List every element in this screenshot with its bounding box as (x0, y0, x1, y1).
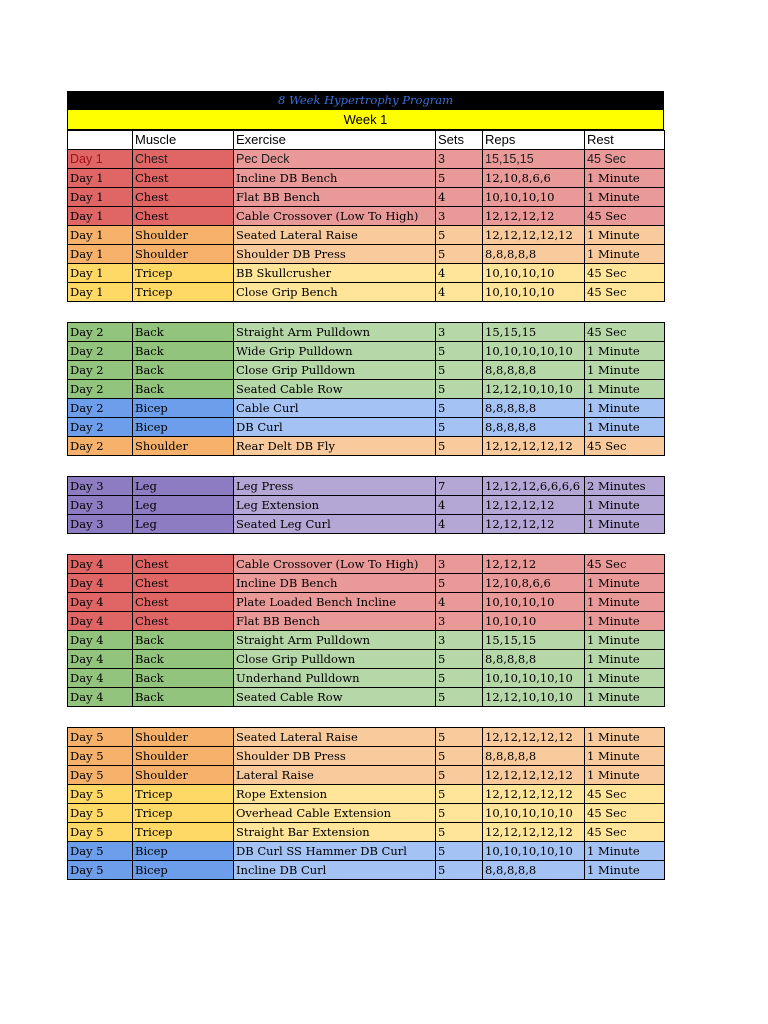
day-cell[interactable]: Day 3 (68, 515, 133, 534)
sets-cell[interactable]: 4 (436, 188, 483, 207)
table-row (68, 593, 665, 612)
muscle-cell[interactable]: Back (133, 380, 234, 399)
muscle-cell[interactable]: Back (133, 323, 234, 342)
table-row (68, 650, 665, 669)
exercise-cell[interactable]: Cable Crossover (Low To High) (234, 207, 436, 226)
rest-cell[interactable]: 1 Minute (585, 418, 665, 437)
day-cell[interactable]: Day 5 (68, 861, 133, 880)
rest-cell[interactable]: 1 Minute (585, 593, 665, 612)
exercise-cell[interactable]: Pec Deck (234, 150, 436, 169)
spacer-cell (68, 534, 665, 555)
muscle-cell[interactable]: Chest (133, 593, 234, 612)
day-cell[interactable]: Day 4 (68, 688, 133, 707)
exercise-cell[interactable]: Seated Cable Row (234, 688, 436, 707)
reps-cell[interactable]: 15,15,15 (483, 631, 585, 650)
exercise-cell[interactable]: Straight Arm Pulldown (234, 631, 436, 650)
rest-cell[interactable]: 1 Minute (585, 766, 665, 785)
exercise-cell[interactable]: Plate Loaded Bench Incline (234, 593, 436, 612)
sets-cell[interactable]: 5 (436, 650, 483, 669)
reps-cell[interactable]: 12,12,12,12,12 (483, 766, 585, 785)
sets-cell[interactable]: 3 (436, 323, 483, 342)
exercise-cell[interactable]: Cable Crossover (Low To High) (234, 555, 436, 574)
day-cell[interactable]: Day 1 (68, 188, 133, 207)
exercise-cell[interactable]: Close Grip Pulldown (234, 650, 436, 669)
muscle-cell[interactable]: Shoulder (133, 437, 234, 456)
reps-cell[interactable]: 12,12,12,12,12 (483, 823, 585, 842)
program-title: 8 Week Hypertrophy Program (67, 91, 664, 110)
muscle-cell[interactable]: Back (133, 631, 234, 650)
table-row (68, 842, 665, 861)
exercise-cell[interactable]: Straight Bar Extension (234, 823, 436, 842)
rest-cell[interactable]: 45 Sec (585, 264, 665, 283)
rest-cell[interactable]: 45 Sec (585, 823, 665, 842)
rest-cell[interactable]: 1 Minute (585, 728, 665, 747)
reps-cell[interactable]: 10,10,10,10 (483, 283, 585, 302)
exercise-cell[interactable]: Shoulder DB Press (234, 747, 436, 766)
day-cell[interactable]: Day 1 (68, 283, 133, 302)
day-cell[interactable]: Day 3 (68, 496, 133, 515)
rest-cell[interactable]: 45 Sec (585, 804, 665, 823)
reps-cell[interactable]: 12,10,8,6,6 (483, 169, 585, 188)
reps-cell[interactable]: 12,12,10,10,10 (483, 380, 585, 399)
rest-cell[interactable]: 1 Minute (585, 669, 665, 688)
table-row (68, 361, 665, 380)
rest-cell[interactable]: 45 Sec (585, 283, 665, 302)
exercise-cell[interactable]: Rear Delt DB Fly (234, 437, 436, 456)
reps-cell[interactable]: 8,8,8,8,8 (483, 747, 585, 766)
day-cell[interactable]: Day 3 (68, 477, 133, 496)
sets-cell[interactable]: 3 (436, 631, 483, 650)
day-cell[interactable]: Day 5 (68, 842, 133, 861)
exercise-cell[interactable]: Close Grip Pulldown (234, 361, 436, 380)
group-spacer (68, 456, 665, 477)
exercise-cell[interactable]: Lateral Raise (234, 766, 436, 785)
table-row (68, 612, 665, 631)
sets-cell[interactable]: 5 (436, 574, 483, 593)
spacer-cell (68, 302, 665, 323)
sets-cell[interactable]: 3 (436, 612, 483, 631)
table-row (68, 150, 665, 169)
muscle-cell[interactable]: Tricep (133, 283, 234, 302)
exercise-cell[interactable]: Flat BB Bench (234, 612, 436, 631)
sets-cell[interactable]: 5 (436, 688, 483, 707)
muscle-cell[interactable]: Chest (133, 555, 234, 574)
exercise-cell[interactable]: Rope Extension (234, 785, 436, 804)
muscle-cell[interactable]: Back (133, 669, 234, 688)
muscle-cell[interactable]: Tricep (133, 823, 234, 842)
day-cell[interactable]: Day 5 (68, 728, 133, 747)
exercise-cell[interactable]: Close Grip Bench (234, 283, 436, 302)
table-row (68, 245, 665, 264)
muscle-cell[interactable]: Shoulder (133, 226, 234, 245)
exercise-cell[interactable]: Underhand Pulldown (234, 669, 436, 688)
muscle-cell[interactable]: Chest (133, 574, 234, 593)
sets-cell[interactable]: 5 (436, 437, 483, 456)
spreadsheet (67, 91, 664, 880)
muscle-cell[interactable]: Tricep (133, 804, 234, 823)
sets-cell[interactable]: 5 (436, 669, 483, 688)
day-cell[interactable]: Day 2 (68, 418, 133, 437)
table-row (68, 823, 665, 842)
muscle-cell[interactable]: Chest (133, 150, 234, 169)
exercise-cell[interactable]: Seated Leg Curl (234, 515, 436, 534)
reps-cell[interactable]: 12,12,12,12,12 (483, 226, 585, 245)
header-row (68, 131, 665, 150)
sets-cell[interactable]: 5 (436, 842, 483, 861)
table-row (68, 766, 665, 785)
sets-cell[interactable]: 5 (436, 785, 483, 804)
reps-cell[interactable]: 12,12,12,12,12 (483, 437, 585, 456)
rest-cell[interactable]: 1 Minute (585, 631, 665, 650)
workout-table (67, 130, 665, 880)
table-row (68, 477, 665, 496)
reps-cell[interactable]: 8,8,8,8,8 (483, 245, 585, 264)
sets-cell[interactable]: 5 (436, 226, 483, 245)
day-cell[interactable]: Day 1 (68, 207, 133, 226)
exercise-cell[interactable]: Shoulder DB Press (234, 245, 436, 264)
table-row (68, 785, 665, 804)
rest-cell[interactable]: 45 Sec (585, 555, 665, 574)
rest-cell[interactable]: 45 Sec (585, 323, 665, 342)
sets-cell[interactable]: 5 (436, 418, 483, 437)
exercise-cell[interactable]: BB Skullcrusher (234, 264, 436, 283)
day-cell[interactable]: Day 4 (68, 612, 133, 631)
rest-cell[interactable]: 1 Minute (585, 226, 665, 245)
rest-cell[interactable]: 45 Sec (585, 150, 665, 169)
table-row (68, 207, 665, 226)
rest-cell[interactable]: 1 Minute (585, 650, 665, 669)
table-row (68, 283, 665, 302)
rest-cell[interactable]: 1 Minute (585, 188, 665, 207)
reps-cell[interactable]: 12,12,12,12 (483, 496, 585, 515)
day-cell[interactable]: Day 4 (68, 669, 133, 688)
table-row (68, 188, 665, 207)
sets-cell[interactable]: 5 (436, 342, 483, 361)
header-rest[interactable]: Rest (585, 131, 665, 150)
sets-cell[interactable]: 5 (436, 245, 483, 264)
sets-cell[interactable]: 5 (436, 380, 483, 399)
rest-cell[interactable]: 2 Minutes (585, 477, 665, 496)
day-cell[interactable]: Day 2 (68, 437, 133, 456)
table-row (68, 496, 665, 515)
rest-cell[interactable]: 1 Minute (585, 169, 665, 188)
reps-cell[interactable]: 8,8,8,8,8 (483, 418, 585, 437)
sets-cell[interactable]: 3 (436, 150, 483, 169)
exercise-cell[interactable]: Overhead Cable Extension (234, 804, 436, 823)
exercise-cell[interactable]: Wide Grip Pulldown (234, 342, 436, 361)
table-row (68, 728, 665, 747)
muscle-cell[interactable]: Leg (133, 496, 234, 515)
day-cell[interactable]: Day 5 (68, 804, 133, 823)
rest-cell[interactable]: 1 Minute (585, 861, 665, 880)
day-cell[interactable]: Day 2 (68, 342, 133, 361)
rest-cell[interactable]: 1 Minute (585, 688, 665, 707)
sets-cell[interactable]: 5 (436, 169, 483, 188)
day-cell[interactable]: Day 4 (68, 593, 133, 612)
sets-cell[interactable]: 5 (436, 399, 483, 418)
muscle-cell[interactable]: Leg (133, 515, 234, 534)
spacer-cell (68, 707, 665, 728)
rest-cell[interactable]: 45 Sec (585, 437, 665, 456)
rest-cell[interactable]: 45 Sec (585, 785, 665, 804)
day-cell[interactable]: Day 4 (68, 650, 133, 669)
reps-cell[interactable]: 10,10,10,10 (483, 264, 585, 283)
sets-cell[interactable]: 5 (436, 804, 483, 823)
muscle-cell[interactable]: Chest (133, 188, 234, 207)
table-row (68, 323, 665, 342)
day-cell[interactable]: Day 1 (68, 226, 133, 245)
sets-cell[interactable]: 7 (436, 477, 483, 496)
muscle-cell[interactable]: Shoulder (133, 245, 234, 264)
sets-cell[interactable]: 5 (436, 728, 483, 747)
sets-cell[interactable]: 5 (436, 766, 483, 785)
reps-cell[interactable]: 10,10,10,10 (483, 188, 585, 207)
table-row (68, 380, 665, 399)
table-row (68, 631, 665, 650)
reps-cell[interactable]: 12,12,12 (483, 555, 585, 574)
table-row (68, 515, 665, 534)
group-spacer (68, 302, 665, 323)
sets-cell[interactable]: 5 (436, 823, 483, 842)
muscle-cell[interactable]: Tricep (133, 264, 234, 283)
table-row (68, 669, 665, 688)
day-cell[interactable]: Day 5 (68, 766, 133, 785)
reps-cell[interactable]: 10,10,10 (483, 612, 585, 631)
table-row (68, 861, 665, 880)
spacer-cell (68, 456, 665, 477)
reps-cell[interactable]: 12,12,12,12,12 (483, 728, 585, 747)
reps-cell[interactable]: 8,8,8,8,8 (483, 361, 585, 380)
table-row (68, 399, 665, 418)
muscle-cell[interactable]: Bicep (133, 399, 234, 418)
group-spacer (68, 707, 665, 728)
reps-cell[interactable]: 12,12,12,12 (483, 207, 585, 226)
rest-cell[interactable]: 1 Minute (585, 380, 665, 399)
reps-cell[interactable]: 15,15,15 (483, 150, 585, 169)
muscle-cell[interactable]: Bicep (133, 861, 234, 880)
day-cell[interactable]: Day 2 (68, 399, 133, 418)
muscle-cell[interactable]: Back (133, 650, 234, 669)
header-exercise[interactable]: Exercise (234, 131, 436, 150)
rest-cell[interactable]: 1 Minute (585, 612, 665, 631)
sets-cell[interactable]: 4 (436, 283, 483, 302)
reps-cell[interactable]: 10,10,10,10,10 (483, 842, 585, 861)
sets-cell[interactable]: 4 (436, 593, 483, 612)
sets-cell[interactable]: 5 (436, 361, 483, 380)
muscle-cell[interactable]: Shoulder (133, 766, 234, 785)
reps-cell[interactable]: 10,10,10,10,10 (483, 804, 585, 823)
day-cell[interactable]: Day 1 (68, 264, 133, 283)
reps-cell[interactable]: 10,10,10,10 (483, 593, 585, 612)
reps-cell[interactable]: 15,15,15 (483, 323, 585, 342)
muscle-cell[interactable]: Chest (133, 207, 234, 226)
muscle-cell[interactable]: Chest (133, 169, 234, 188)
group-spacer (68, 534, 665, 555)
sets-cell[interactable]: 4 (436, 496, 483, 515)
muscle-cell[interactable]: Leg (133, 477, 234, 496)
exercise-cell[interactable]: Straight Arm Pulldown (234, 323, 436, 342)
rest-cell[interactable]: 1 Minute (585, 747, 665, 766)
muscle-cell[interactable]: Shoulder (133, 728, 234, 747)
header-muscle[interactable]: Muscle (133, 131, 234, 150)
day-cell[interactable]: Day 4 (68, 631, 133, 650)
exercise-cell[interactable]: Leg Extension (234, 496, 436, 515)
rest-cell[interactable]: 1 Minute (585, 842, 665, 861)
table-row (68, 264, 665, 283)
table-row (68, 804, 665, 823)
day-cell[interactable]: Day 4 (68, 555, 133, 574)
exercise-cell[interactable]: Cable Curl (234, 399, 436, 418)
sets-cell[interactable]: 4 (436, 264, 483, 283)
table-row (68, 418, 665, 437)
header-sets[interactable]: Sets (436, 131, 483, 150)
reps-cell[interactable]: 8,8,8,8,8 (483, 650, 585, 669)
rest-cell[interactable]: 1 Minute (585, 245, 665, 264)
sets-cell[interactable]: 4 (436, 515, 483, 534)
exercise-cell[interactable]: DB Curl (234, 418, 436, 437)
muscle-cell[interactable]: Bicep (133, 842, 234, 861)
exercise-cell[interactable]: Incline DB Bench (234, 574, 436, 593)
day-cell[interactable]: Day 2 (68, 323, 133, 342)
rest-cell[interactable]: 1 Minute (585, 574, 665, 593)
header-day[interactable] (68, 131, 133, 150)
rest-cell[interactable]: 1 Minute (585, 342, 665, 361)
reps-cell[interactable]: 12,12,10,10,10 (483, 688, 585, 707)
reps-cell[interactable]: 8,8,8,8,8 (483, 861, 585, 880)
exercise-cell[interactable]: Incline DB Curl (234, 861, 436, 880)
exercise-cell[interactable]: DB Curl SS Hammer DB Curl (234, 842, 436, 861)
exercise-cell[interactable]: Seated Cable Row (234, 380, 436, 399)
muscle-cell[interactable]: Shoulder (133, 747, 234, 766)
muscle-cell[interactable]: Back (133, 342, 234, 361)
exercise-cell[interactable]: Leg Press (234, 477, 436, 496)
day-cell[interactable]: Day 2 (68, 361, 133, 380)
reps-cell[interactable]: 10,10,10,10,10 (483, 669, 585, 688)
reps-cell[interactable]: 12,10,8,6,6 (483, 574, 585, 593)
table-row (68, 574, 665, 593)
table-row (68, 342, 665, 361)
day-cell[interactable]: Day 1 (68, 169, 133, 188)
table-row (68, 169, 665, 188)
day-cell[interactable]: Day 4 (68, 574, 133, 593)
muscle-cell[interactable]: Back (133, 361, 234, 380)
day-cell[interactable]: Day 2 (68, 380, 133, 399)
reps-cell[interactable]: 12,12,12,6,6,6,6 (483, 477, 585, 496)
exercise-cell[interactable]: Flat BB Bench (234, 188, 436, 207)
rest-cell[interactable]: 1 Minute (585, 515, 665, 534)
table-row (68, 437, 665, 456)
muscle-cell[interactable]: Tricep (133, 785, 234, 804)
day-cell[interactable]: Day 5 (68, 823, 133, 842)
reps-cell[interactable]: 8,8,8,8,8 (483, 399, 585, 418)
rest-cell[interactable]: 1 Minute (585, 496, 665, 515)
sets-cell[interactable]: 3 (436, 555, 483, 574)
week-label: Week 1 (67, 110, 664, 130)
exercise-cell[interactable]: Seated Lateral Raise (234, 728, 436, 747)
exercise-cell[interactable]: Incline DB Bench (234, 169, 436, 188)
reps-cell[interactable]: 12,12,12,12 (483, 515, 585, 534)
table-row (68, 747, 665, 766)
exercise-cell[interactable]: Seated Lateral Raise (234, 226, 436, 245)
sets-cell[interactable]: 5 (436, 747, 483, 766)
muscle-cell[interactable]: Chest (133, 612, 234, 631)
rest-cell[interactable]: 1 Minute (585, 399, 665, 418)
day-cell[interactable]: Day 5 (68, 747, 133, 766)
sets-cell[interactable]: 5 (436, 861, 483, 880)
day-cell[interactable]: Day 5 (68, 785, 133, 804)
table-row (68, 555, 665, 574)
table-row (68, 226, 665, 245)
muscle-cell[interactable]: Back (133, 688, 234, 707)
day-cell[interactable]: Day 1 (68, 150, 133, 169)
muscle-cell[interactable]: Bicep (133, 418, 234, 437)
rest-cell[interactable]: 45 Sec (585, 207, 665, 226)
day-cell[interactable]: Day 1 (68, 245, 133, 264)
sets-cell[interactable]: 3 (436, 207, 483, 226)
reps-cell[interactable]: 10,10,10,10,10 (483, 342, 585, 361)
rest-cell[interactable]: 1 Minute (585, 361, 665, 380)
header-reps[interactable]: Reps (483, 131, 585, 150)
reps-cell[interactable]: 12,12,12,12,12 (483, 785, 585, 804)
table-row (68, 688, 665, 707)
